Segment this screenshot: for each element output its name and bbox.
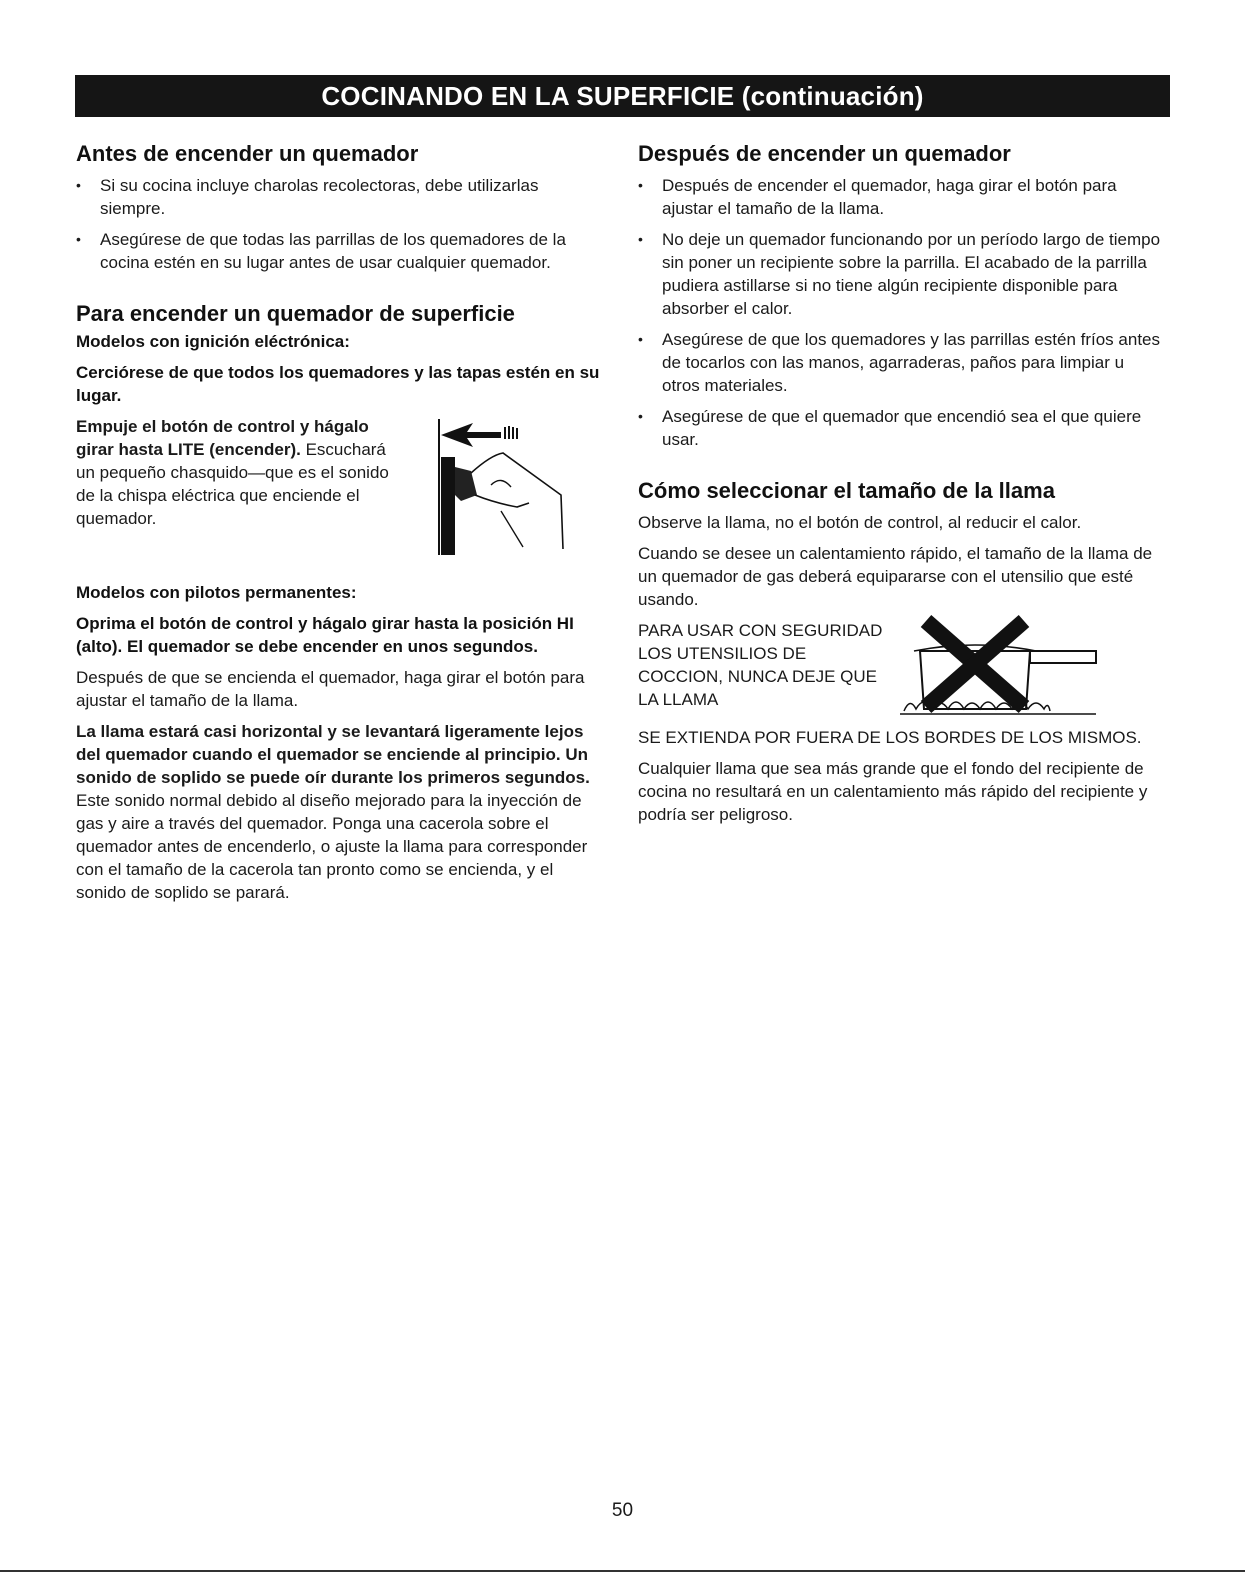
page-number: 50 <box>611 1500 634 1521</box>
larger-flame-text: Cualquier llama que sea más grande que el fondo del recipiente de cocina no resultará en un calentamiento más rápido del recipiente y podría ser peligroso. <box>638 759 1148 824</box>
push-instruction <box>76 415 406 530</box>
electronic-instruction: Cerciórese de que todos los quemadores y las tapas estén en su lugar. <box>76 363 600 405</box>
list-item: • Si su cocina incluye charolas recolectoras, debe utilizarlas siempre. <box>76 174 601 220</box>
flame-paragraph-text: Este sonido normal debido al diseño mejorado para la inyección de gas y aire a través del quemador. Ponga una cacerola sobre el quemador antes de encenderlo, o ajuste la llama para corresponder con el tamaño de la cacerola tan pronto como se encienda, y el sonido de soplido se parará. <box>76 791 588 902</box>
flame-paragraph-bold: La llama estará casi horizontal y se levantará ligeramente lejos del quemador cuando el quemador se enciende al principio. Un sonido de soplido se puede oír durante los primeros segundos. <box>76 722 590 787</box>
list-item: • Después de encender el quemador, haga girar el botón para ajustar el tamaño de la llama. <box>638 174 1163 220</box>
ignition-block <box>76 415 601 555</box>
before-lighting-heading: Antes de encender un quemador <box>76 141 419 166</box>
flame-size-heading: Cómo seleccionar el tamaño de la llama <box>638 478 1055 503</box>
rapid-heating-text: Cuando se desee un calentamiento rápido, el tamaño de la llama de un quemador de gas deberá equipararse con el utensilio que esté usando. <box>638 544 1153 609</box>
banner-title: COCINANDO EN LA SUPERFICIE (continuación) <box>321 80 924 111</box>
list-item: • No deje un quemador funcionando por un período largo de tiempo sin poner un recipiente sobre la parrilla. El acabado de la parrilla pudiera astillarse si no tiene algún recipiente disponible para absorber el calor. <box>638 228 1163 320</box>
pilot-models-heading: Modelos con pilotos permanentes: <box>76 583 357 602</box>
push-arrow-icon <box>441 423 501 447</box>
list-item: • Asegúrese de que todas las parrillas de los quemadores de la cocina estén en su lugar antes de usar cualquier quemador. <box>76 228 601 274</box>
push-instruction-bold: Empuje el botón de control y hágalo girar hasta LITE (encender). <box>76 417 369 459</box>
bottom-rule <box>0 1570 1245 1572</box>
after-lighting-list <box>638 174 1163 451</box>
list-item: • Asegúrese de que los quemadores y las parrillas estén fríos antes de tocarlos con las manos, agarraderas, paños para limpiar u otros materiales. <box>638 328 1163 397</box>
right-column <box>638 140 1163 834</box>
knob-push-illustration <box>431 415 571 555</box>
list-item: • Asegúrese de que el quemador que encendió sea el que quiere usar. <box>638 405 1163 451</box>
hand-icon <box>471 453 563 549</box>
before-lighting-list <box>76 174 601 274</box>
light-burner-heading: Para encender un quemador de superficie <box>76 301 515 326</box>
left-column <box>76 140 601 912</box>
pilot-instruction: Oprima el botón de control y hágalo girar hasta la posición HI (alto). El quemador se debe encender en unos segundos. <box>76 614 574 656</box>
push-instruction-text: Escuchará un pequeño chasquido—que es el sonido de la chispa eléctrica que enciende el quemador. <box>76 440 389 528</box>
safety-warning: PARA USAR CON SEGURIDAD LOS UTENSILIOS DE COCCION, NUNCA DEJE QUE LA LLAMA <box>638 621 883 709</box>
pan-flame-illustration <box>890 611 1105 726</box>
knob-icon <box>441 457 455 555</box>
flame-paragraph <box>76 720 601 904</box>
observe-flame-text: Observe la llama, no el botón de control, al reducir el calor. <box>638 513 1082 532</box>
section-banner <box>75 75 1170 117</box>
safety-warning-tail: SE EXTIENDA POR FUERA DE LOS BORDES DE LOS MISMOS. <box>638 728 1142 747</box>
safety-block <box>638 619 1163 726</box>
after-light-text: Después de que se encienda el quemador, haga girar el botón para ajustar el tamaño de la llama. <box>76 668 585 710</box>
after-lighting-heading: Después de encender un quemador <box>638 141 1011 166</box>
electronic-ignition-heading: Modelos con ignición eléctrónica: <box>76 332 350 351</box>
